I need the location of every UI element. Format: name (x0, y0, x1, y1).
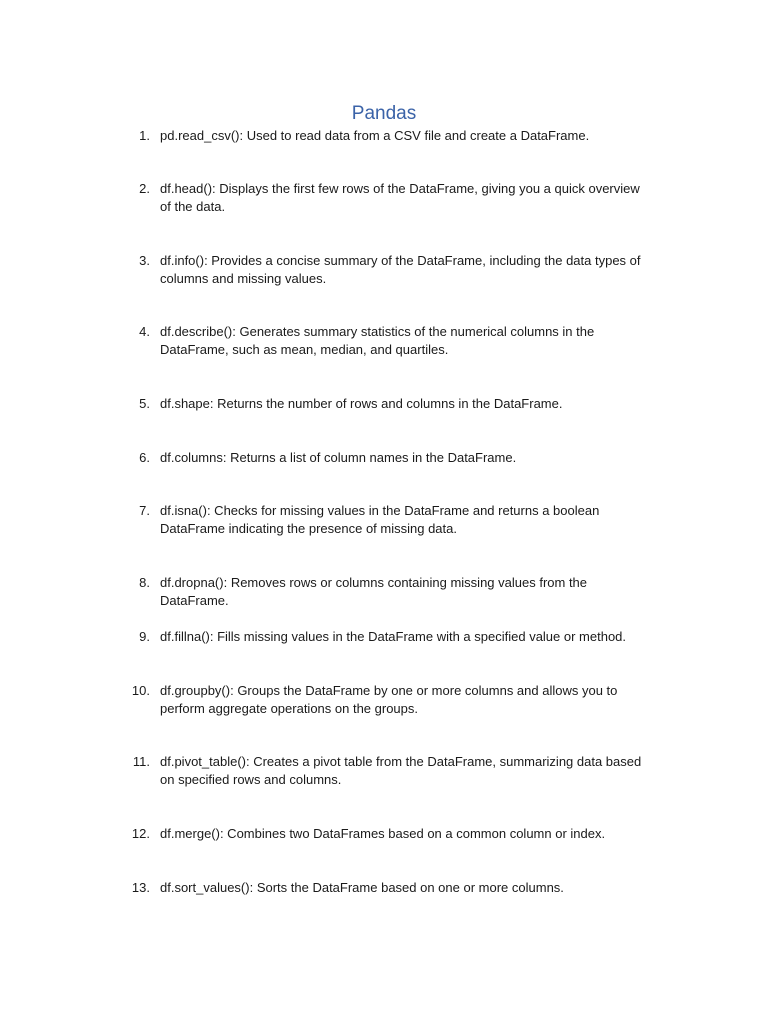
list-item-number: 12. (131, 826, 150, 841)
list-item-text: df.sort_values(): Sorts the DataFrame based on one or more columns. (160, 880, 564, 895)
list-item-text: df.shape: Returns the number of rows and columns in the DataFrame. (160, 396, 563, 411)
list-item-number: 5. (139, 396, 150, 411)
list-item-number: 8. (139, 575, 150, 590)
list-item-number: 3. (139, 253, 150, 268)
list-item-text: df.isna(): Checks for missing values in the DataFrame and returns a boolean DataFrame indicating the presence of missing data. (160, 503, 600, 536)
list-item-number: 7. (139, 503, 150, 518)
list-item-number: 9. (139, 629, 150, 644)
list-item-text: pd.read_csv(): Used to read data from a CSV file and create a DataFrame. (160, 128, 590, 143)
list-item-text: df.head(): Displays the first few rows of the DataFrame, giving you a quick overview of the data. (160, 181, 640, 214)
list-item-number: 13. (131, 880, 150, 895)
list-item-number: 10. (131, 683, 150, 698)
list-item-number: 1. (139, 128, 150, 143)
list-item-number: 4. (139, 324, 150, 339)
list-item-text: df.merge(): Combines two DataFrames based on a common column or index. (160, 826, 606, 841)
list-item-text: df.dropna(): Removes rows or columns containing missing values from the DataFrame. (160, 575, 588, 608)
list-item-text: df.pivot_table(): Creates a pivot table from the DataFrame, summarizing data based on specified rows and columns. (160, 754, 642, 787)
list-item-text: df.groupby(): Groups the DataFrame by one or more columns and allows you to perform aggregate operations on the groups. (160, 683, 618, 716)
list-item-text: df.fillna(): Fills missing values in the DataFrame with a specified value or method. (160, 629, 627, 644)
list-item-number: 2. (139, 181, 150, 196)
list-item-number: 11. (132, 754, 150, 769)
list-item-text: df.columns: Returns a list of column names in the DataFrame. (160, 450, 517, 465)
list-item-text: df.info(): Provides a concise summary of the DataFrame, including the data types of columns and missing values. (160, 253, 641, 286)
list-item-text: df.describe(): Generates summary statistics of the numerical columns in the DataFrame, such as mean, median, and quartiles. (160, 324, 595, 357)
list-item-number: 6. (139, 450, 150, 465)
page-title: Pandas (351, 103, 417, 124)
